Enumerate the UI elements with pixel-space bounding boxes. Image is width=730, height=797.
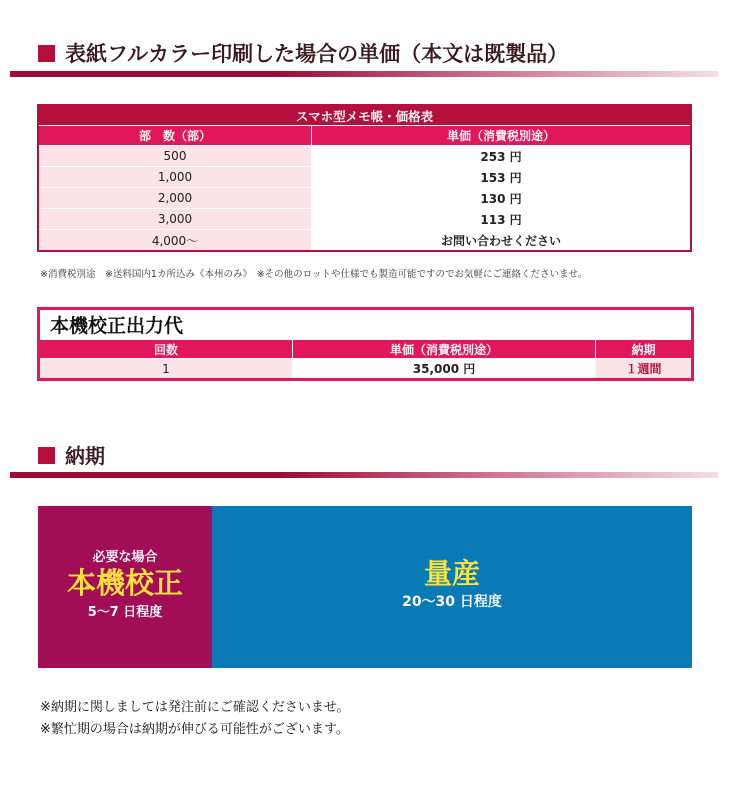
cell-price: 253 円	[312, 146, 692, 167]
column-header-count: 回数	[39, 340, 293, 359]
section-heading-price	[38, 38, 568, 68]
cell-price: 130 円	[312, 188, 692, 209]
column-header-unit-price: 単価（消費税別途）	[293, 340, 596, 359]
table-row	[38, 209, 691, 230]
section-rule	[10, 71, 718, 77]
cell-quantity: 2,000	[38, 188, 312, 209]
column-header-quantity: 部 数（部）	[38, 126, 312, 146]
cell-price: 153 円	[312, 167, 692, 188]
cell-quantity: 500	[38, 146, 312, 167]
delivery-panel-proof	[38, 506, 212, 668]
square-bullet-icon	[38, 447, 55, 464]
square-bullet-icon	[38, 45, 55, 62]
section-title: 表紙フルカラー印刷した場合の単価（本文は既製品）	[65, 42, 569, 66]
cell-quantity: 4,000〜	[38, 230, 312, 252]
table-row	[38, 146, 691, 167]
table-caption: スマホ型メモ帳・価格表	[38, 105, 691, 126]
price-notes: ※消費税別途 ※送料国内1カ所込み《本州のみ》 ※その他のロットや仕様でも製造可能ですのでお気軽にご連絡くださいませ。	[40, 269, 588, 280]
cell-delivery: １週間	[596, 359, 693, 380]
cell-price: 113 円	[312, 209, 692, 230]
cell-quantity: 3,000	[38, 209, 312, 230]
footnote: ※納期に関しましては発注前にご確認くださいませ。	[40, 700, 350, 715]
section-heading-delivery	[38, 440, 105, 469]
section-title: 納期	[65, 444, 105, 468]
table-row	[39, 359, 693, 380]
column-header-unit-price: 単価（消費税別途）	[312, 126, 692, 146]
table-row	[38, 230, 691, 252]
proof-table	[37, 307, 694, 381]
panel-duration: 20〜30 日程度	[402, 594, 502, 610]
proof-table-title: 本機校正出力代	[39, 309, 693, 340]
table-row	[38, 167, 691, 188]
price-table	[37, 104, 692, 252]
panel-note: 必要な場合	[92, 550, 158, 565]
delivery-panel-production	[212, 506, 692, 668]
section-rule	[10, 472, 718, 478]
panel-duration: 5〜7 日程度	[87, 605, 163, 620]
cell-price: 35,000 円	[293, 359, 596, 380]
cell-quantity: 1,000	[38, 167, 312, 188]
panel-main-label: 本機校正	[66, 566, 183, 600]
cell-count: 1	[39, 359, 293, 380]
table-row	[38, 188, 691, 209]
cell-price: お問い合わせください	[312, 230, 692, 252]
footnote: ※繁忙期の場合は納期が伸びる可能性がございます。	[40, 722, 349, 737]
panel-main-label: 量産	[423, 557, 480, 590]
column-header-delivery: 納期	[596, 340, 693, 359]
